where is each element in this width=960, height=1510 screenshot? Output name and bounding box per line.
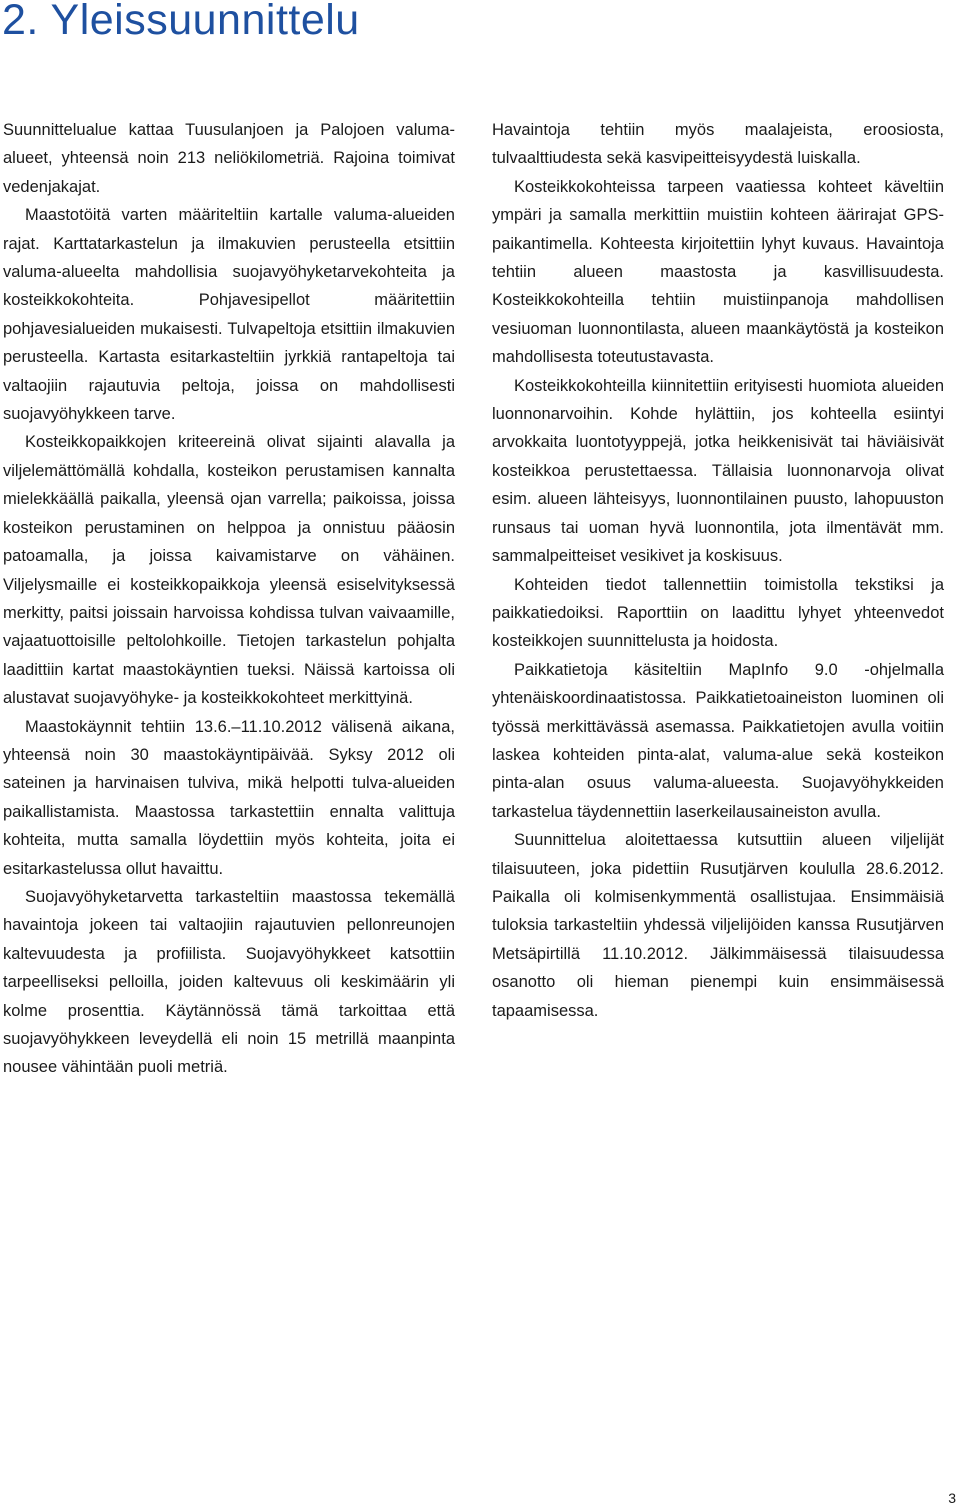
page-title: 2. Yleissuunnittelu [2, 0, 360, 44]
left-column [3, 116, 455, 1082]
paragraph-map-review: Maastotöitä varten määriteltiin kartalle valuma-alueiden rajat. Karttatarkastelun ja ilmakuvien perusteella etsittiin valuma-alueelta mahdollisia suojavyöhyketarvekohteita ja kosteikkokohteita. Pohjavesipellot määritettiin pohjavesialueiden mukaisesti. Tulvapeltoja etsittiin ilmakuvien perusteella. Kartasta esitarkasteltiin jyrkkiä rantapeltoja tai valtaojiin rajautuvia peltoja, joissa on mahdollisesti suojavyöhykkeen tarve. [3, 206, 455, 424]
paragraph-natural-values: Kosteikkokohteilla kiinnitettiin erityisesti huomiota alueiden luonnonarvoihin. Kohde hylättiin, jos kohteella esiintyi arvokkaita luontotyyppejä, jotka heikkenisivät tai häviäisivät kosteikkoa perustettaessa. Tällaisia luonnonarvoja olivat esim. alueen lähteisyys, luonnontilainen puusto, lahopuuston runsaus tai uoman hyvä luonnontila, jota ilmentävät mm. sammalpeitteiset vesikivet ja koskisuus. [492, 376, 944, 566]
paragraph-soil-observations: Havaintoja tehtiin myös maalajeista, eroosiosta, tulvaalttiudesta sekä kasvipeitteisyydestä luiskalla. [492, 121, 944, 168]
paragraph-farmer-meetings: Suunnittelua aloitettaessa kutsuttiin alueen viljelijät tilaisuuteen, joka pidettiin Rusutjärven koululla 28.6.2012. Paikalla oli kolmisenkymmentä osallistujaa. Ensimmäisiä tuloksia tarkasteltiin yhdessä viljelijöiden kanssa Rusutjärven Metsäpirtillä 11.10.2012. Jälkimmäisessä tilaisuudessa osanotto oli hieman pienempi kuin ensimmäisessä tapaamisessa. [492, 831, 944, 1020]
paragraph-gis-processing: Paikkatietoja käsiteltiin MapInfo 9.0 -ohjelmalla yhtenäiskoordinaatistossa. Paikkatietoaineiston luominen oli työssä merkittävässä asemassa. Paikkatietojen avulla voitiin laskea kohteiden pinta-alat, valuma-alue sekä kosteikon pinta-alan osuus valuma-alueesta. Suojavyöhykkeiden tarkastelua täydennettiin laserkeilausaineiston avulla. [492, 660, 944, 821]
paragraph-wetland-survey: Kosteikkokohteissa tarpeen vaatiessa kohteet käveltiin ympäri ja samalla merkittiin muistiin kohteen äärirajat GPS-paikantimella. Kohteesta kirjoitettiin lyhyt kuvaus. Havaintoja tehtiin alueen maastosta ja kasvillisuudesta. Kosteikkokohteilla tehtiin muistiinpanoja mahdollisen vesiuoman luonnontilasta, alueen maankäytöstä ja kosteikon mahdollisesta toteutustavasta. [492, 177, 944, 367]
paragraph-field-visits: Maastokäynnit tehtiin 13.6.–11.10.2012 välisenä aikana, yhteensä noin 30 maastokäyntipäivää. Syksy 2012 oli sateinen ja harvinaisen tulviva, mikä helpotti tulva-alueiden paikallistamista. Maastossa tarkastettiin ennalta valittuja kohteita, mutta samalla löydettiin myös kohteita, joita ei esitarkastelussa ollut havaittu. [3, 717, 455, 878]
paragraph-study-area: Suunnittelualue kattaa Tuusulanjoen ja Palojoen valuma-alueet, yhteensä noin 213 neliökilometriä. Rajoina toimivat vedenjakajat. [3, 121, 455, 196]
paragraph-data-storage: Kohteiden tiedot tallennettiin toimistolla tekstiksi ja paikkatiedoiksi. Raporttiin on laadittu lyhyet yhteenvedot kosteikkojen suunnittelusta ja hoidosta. [492, 575, 944, 651]
page-number: 3 [948, 1490, 956, 1506]
paragraph-buffer-zones: Suojavyöhyketarvetta tarkasteltiin maastossa tekemällä havaintoja jokeen tai valtaojiin rajautuvien pellonreunojen kaltevuudesta ja profiilista. Suojavyöhykkeet katsottiin tarpeelliseksi pelloilla, joiden kaltevuus oli keskimäärin yli kolme prosenttia. Käytännössä tämä tarkoittaa että suojavyöhykkeen leveydellä eli noin 15 metrillä maanpinta nousee vähintään puoli metriä. [3, 887, 455, 1077]
right-column [492, 116, 944, 1025]
paragraph-wetland-criteria: Kosteikkopaikkojen kriteereinä olivat sijainti alavalla ja viljelemättömällä kohdalla, kosteikon perustamisen kannalta mielekkäällä paikalla, yleensä ojan varrella; paikoissa, joissa kosteikon perustaminen on helppoa ja onnistuu pääosin patoamalla, ja joissa kaivamistarve on vähäinen. Viljelysmaille ei kosteikkopaikkoja yleensä esiselvityksessä merkitty, paitsi joissain harvoissa kohdissa tulvan vaivaamille, vajaatuottoisille peltolohkoille. Tietojen tarkastelun pohjalta laadittiin kartat maastokäyntien tueksi. Näissä kartoissa oli alustavat suojavyöhyke- ja kosteikkokohteet merkittyinä. [3, 433, 455, 708]
